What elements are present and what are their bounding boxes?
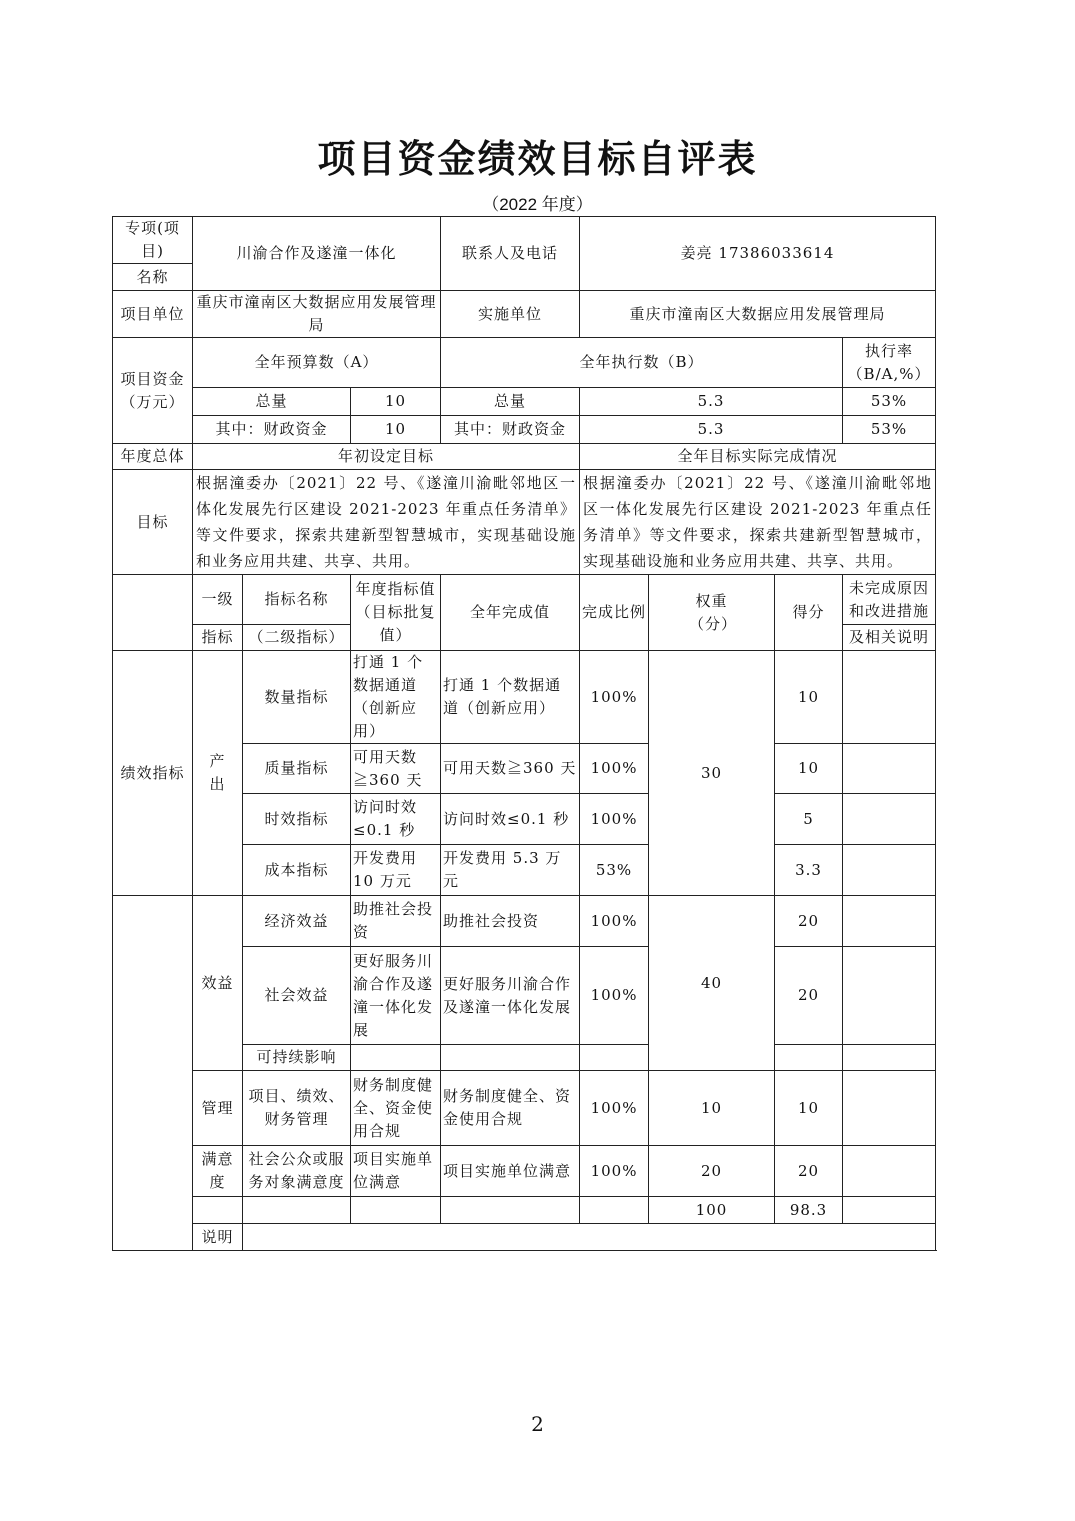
benefit-ratio xyxy=(580,1045,649,1071)
manage-score: 10 xyxy=(775,1071,843,1146)
benefit-score: 20 xyxy=(775,896,843,947)
satisfy-ratio: 100% xyxy=(580,1146,649,1197)
output-reason xyxy=(843,651,936,744)
score-header: 得分 xyxy=(775,575,843,651)
manage-weight: 10 xyxy=(649,1071,775,1146)
page-number: 2 xyxy=(531,1412,544,1436)
benefit-target xyxy=(351,1045,441,1071)
output-target: 打通 1 个数据通道（创新应用） xyxy=(351,651,441,744)
satisfy-score: 20 xyxy=(775,1146,843,1197)
unit-label: 项目单位 xyxy=(113,291,193,338)
total-blank xyxy=(843,1197,936,1224)
benefit-reason xyxy=(843,947,936,1045)
output-score: 5 xyxy=(775,794,843,845)
benefit-ratio: 100% xyxy=(580,947,649,1045)
indicator-header-blank xyxy=(113,575,193,651)
set-target-header: 年初设定目标 xyxy=(193,444,580,470)
performance-section-blank xyxy=(113,896,193,1251)
actual-header: 全年完成值 xyxy=(441,575,580,651)
page-title: 项目资金绩效目标自评表 xyxy=(317,136,758,181)
reason-header-a: 未完成原因和改进措施 xyxy=(843,575,936,625)
output-name: 时效指标 xyxy=(243,794,351,845)
actual-target-text: 根据潼委办〔2021〕22 号、《遂潼川渝毗邻地区一体化发展先行区建设 2021-2023 年重点任务清单》等文件要求，探索共建新型智慧城市，实现基础设施和业务应用共建、共享、共用。 xyxy=(580,470,936,575)
impl-label: 实施单位 xyxy=(441,291,580,338)
manage-reason xyxy=(843,1071,936,1146)
rate-header-2: （B/A,%） xyxy=(847,364,931,383)
exec-header: 全年执行数（B） xyxy=(441,338,843,388)
funds-fiscal-label-b: 其中：财政资金 xyxy=(441,416,580,444)
output-score: 10 xyxy=(775,744,843,794)
project-name-label-2: 名称 xyxy=(113,264,193,291)
output-target: 访问时效≤0.1 秒 xyxy=(351,794,441,845)
output-score: 10 xyxy=(775,651,843,744)
funds-total-label-a: 总量 xyxy=(193,388,351,416)
output-reason xyxy=(843,845,936,896)
total-blank xyxy=(441,1197,580,1224)
output-name: 数量指标 xyxy=(243,651,351,744)
satisfy-actual: 项目实施单位满意 xyxy=(441,1146,580,1197)
output-ratio: 100% xyxy=(580,744,649,794)
output-ratio: 53% xyxy=(580,845,649,896)
total-score: 98.3 xyxy=(775,1197,843,1224)
benefit-name: 可持续影响 xyxy=(243,1045,351,1071)
output-reason xyxy=(843,794,936,845)
funds-total-label-b: 总量 xyxy=(441,388,580,416)
output-ratio: 100% xyxy=(580,794,649,845)
target-header: 年度指标值（目标批复值） xyxy=(351,575,441,651)
benefit-reason xyxy=(843,1045,936,1071)
benefit-actual: 更好服务川渝合作及遂潼一体化发展 xyxy=(441,947,580,1045)
total-blank xyxy=(580,1197,649,1224)
satisfy-target: 项目实施单位满意 xyxy=(351,1146,441,1197)
name-header-a: 指标名称 xyxy=(243,575,351,625)
annual-label-2: 目标 xyxy=(113,470,193,575)
set-target-text: 根据潼委办〔2021〕22 号、《遂潼川渝毗邻地区一体化发展先行区建设 2021-2023 年重点任务清单》等文件要求，探索共建新型智慧城市，实现基础设施和业务应用共建、共享、共用。 xyxy=(193,470,580,575)
output-ratio: 100% xyxy=(580,651,649,744)
self-evaluation-table xyxy=(112,216,936,1251)
funds-total-rate: 53% xyxy=(843,388,936,416)
output-target: 开发费用 10 万元 xyxy=(351,845,441,896)
output-target: 可用天数≧360 天 xyxy=(351,744,441,794)
unit-value: 重庆市潼南区大数据应用发展管理局 xyxy=(193,291,441,338)
rate-header xyxy=(843,338,936,388)
satisfy-weight: 20 xyxy=(649,1146,775,1197)
total-weight: 100 xyxy=(649,1197,775,1224)
funds-fiscal-exec: 5.3 xyxy=(580,416,843,444)
benefit-actual: 助推社会投资 xyxy=(441,896,580,947)
output-name: 质量指标 xyxy=(243,744,351,794)
output-reason xyxy=(843,744,936,794)
benefit-weight: 40 xyxy=(649,896,775,1071)
funds-fiscal-rate: 53% xyxy=(843,416,936,444)
output-weight: 30 xyxy=(649,651,775,896)
benefit-target: 助推社会投资 xyxy=(351,896,441,947)
benefit-score: 20 xyxy=(775,947,843,1045)
funds-label-2: （万元） xyxy=(120,392,185,411)
output-score: 3.3 xyxy=(775,845,843,896)
manage-actual: 财务制度健全、资金使用合规 xyxy=(441,1071,580,1146)
rate-header-1: 执行率 xyxy=(865,341,914,360)
level1-header-a: 一级 xyxy=(193,575,243,625)
output-label: 产出 xyxy=(193,651,243,896)
benefit-name: 经济效益 xyxy=(243,896,351,947)
output-actual: 开发费用 5.3 万元 xyxy=(441,845,580,896)
impl-value: 重庆市潼南区大数据应用发展管理局 xyxy=(580,291,936,338)
total-blank xyxy=(351,1197,441,1224)
funds-label-1: 项目资金 xyxy=(120,369,185,388)
output-actual: 打通 1 个数据通道（创新应用） xyxy=(441,651,580,744)
satisfy-reason xyxy=(843,1146,936,1197)
contact-value: 姜亮 17386033614 xyxy=(580,217,936,291)
funds-fiscal-budget: 10 xyxy=(351,416,441,444)
manage-name: 项目、绩效、财务管理 xyxy=(243,1071,351,1146)
budget-header: 全年预算数（A） xyxy=(193,338,441,388)
output-actual: 可用天数≧360 天 xyxy=(441,744,580,794)
funds-label xyxy=(113,338,193,444)
name-header-b: （二级指标） xyxy=(243,625,351,651)
weight-header: 权重（分） xyxy=(649,575,775,651)
manage-target: 财务制度健全、资金使用合规 xyxy=(351,1071,441,1146)
benefit-reason xyxy=(843,896,936,947)
benefit-name: 社会效益 xyxy=(243,947,351,1045)
funds-total-budget: 10 xyxy=(351,388,441,416)
project-name-label-1: 专项(项目) xyxy=(113,217,193,264)
note-value xyxy=(243,1224,936,1251)
level1-header-b: 指标 xyxy=(193,625,243,651)
performance-section-label: 绩效指标 xyxy=(113,651,193,896)
total-blank xyxy=(193,1197,243,1224)
benefit-actual xyxy=(441,1045,580,1071)
contact-label: 联系人及电话 xyxy=(441,217,580,291)
satisfy-name: 社会公众或服务对象满意度 xyxy=(243,1146,351,1197)
output-name: 成本指标 xyxy=(243,845,351,896)
manage-label: 管理 xyxy=(193,1071,243,1146)
actual-target-header: 全年目标实际完成情况 xyxy=(580,444,936,470)
ratio-header: 完成比例 xyxy=(580,575,649,651)
project-name-value: 川渝合作及遂潼一体化 xyxy=(193,217,441,291)
total-blank xyxy=(243,1197,351,1224)
benefit-ratio: 100% xyxy=(580,896,649,947)
manage-ratio: 100% xyxy=(580,1071,649,1146)
benefit-label: 效益 xyxy=(193,896,243,1071)
reason-header-b: 及相关说明 xyxy=(843,625,936,651)
page-subtitle: （2022 年度） xyxy=(482,195,593,214)
satisfy-label: 满意度 xyxy=(193,1146,243,1197)
funds-total-exec: 5.3 xyxy=(580,388,843,416)
funds-fiscal-label-a: 其中：财政资金 xyxy=(193,416,351,444)
annual-label-1: 年度总体 xyxy=(113,444,193,470)
note-label: 说明 xyxy=(193,1224,243,1251)
benefit-target: 更好服务川渝合作及遂潼一体化发展 xyxy=(351,947,441,1045)
benefit-score xyxy=(775,1045,843,1071)
output-actual: 访问时效≤0.1 秒 xyxy=(441,794,580,845)
